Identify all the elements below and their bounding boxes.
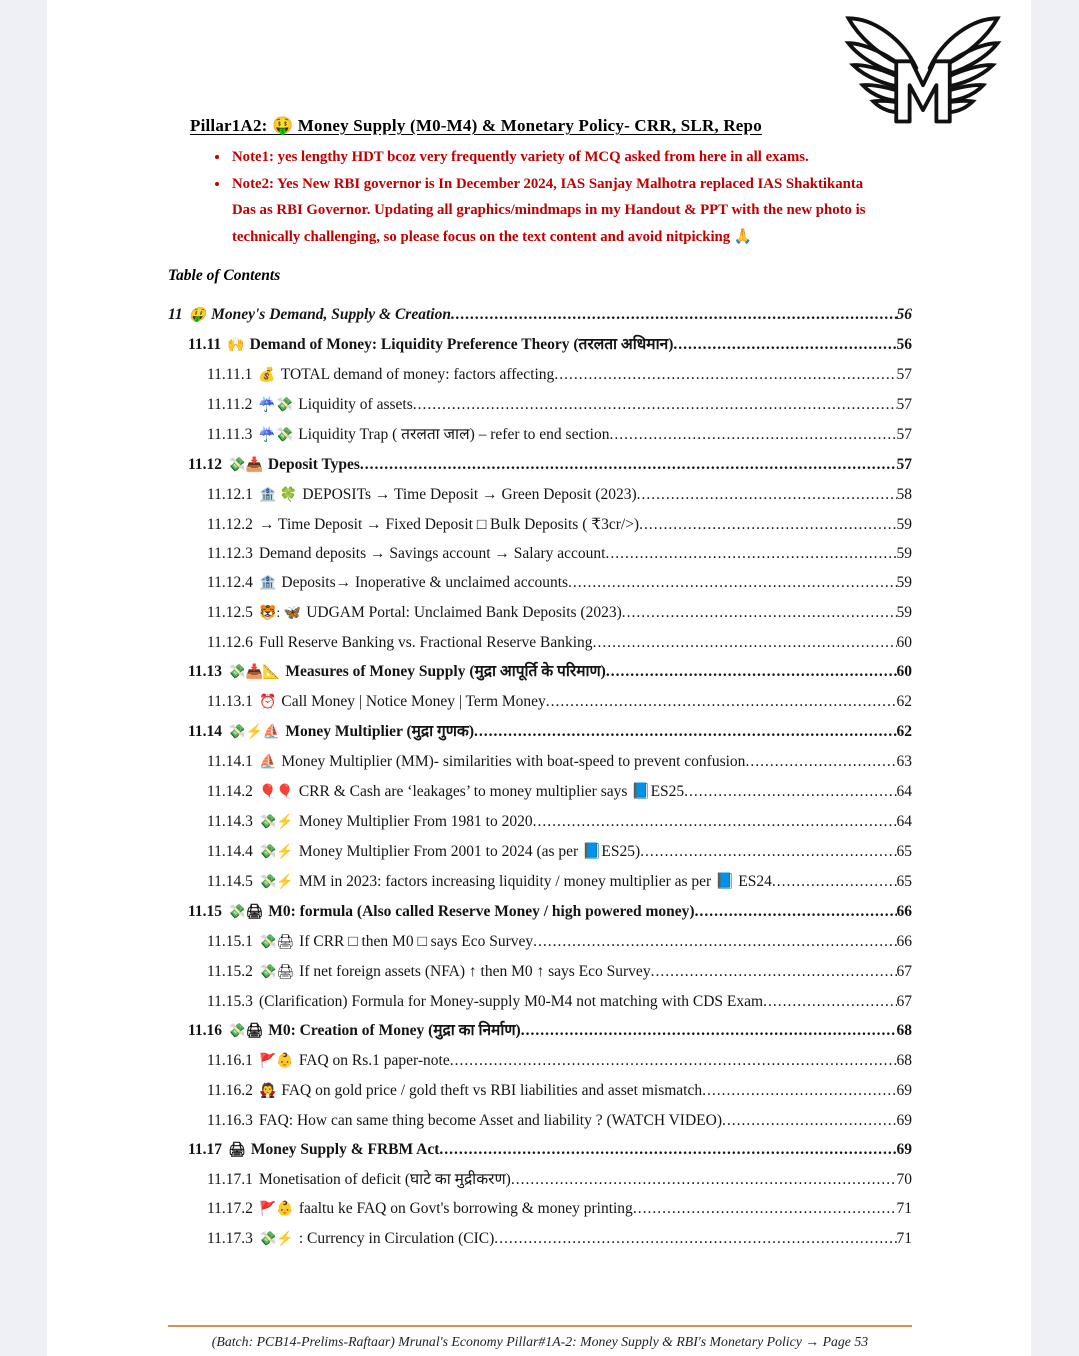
toc-entry-number: 11.16.1 (207, 1052, 253, 1069)
toc-entry-page: 57 (896, 396, 912, 413)
toc-entry-title: FAQ on Rs.1 paper-note (298, 1052, 450, 1069)
toc-entry-number: 11.11.1 (207, 366, 253, 383)
toc-dot-leader (546, 687, 897, 716)
toc-entry-page: 71 (896, 1230, 912, 1247)
toc-entry-number: 11.14.2 (207, 783, 253, 800)
toc-entry-title: Call Money | Notice Money | Term Money (281, 693, 546, 710)
toc-dot-leader (639, 510, 896, 539)
toc-entry-icons: ☔💸 (258, 428, 294, 443)
toc-entry-11.12.1[interactable] (207, 480, 912, 510)
toc-entry-11[interactable] (168, 300, 912, 330)
toc-entry-page: 60 (896, 663, 912, 680)
toc-dot-leader (450, 1046, 897, 1075)
toc-entry-icons: 🎈🎈 (258, 785, 294, 800)
toc-entry-11.16.3[interactable] (207, 1106, 912, 1135)
toc-entry-number: 11.14.3 (207, 813, 253, 830)
toc-entry-number: 11.13 (188, 663, 223, 680)
toc-dot-leader (633, 1194, 897, 1223)
toc-entry-page: 57 (896, 456, 912, 473)
toc-entry-page: 65 (896, 843, 912, 860)
toc-entry-title: If net foreign assets (NFA) ↑ then M0 ↑ says Eco Survey (299, 963, 651, 980)
toc-entry-number: 11.12.1 (207, 486, 253, 503)
toc-entry-11.12.4[interactable] (207, 568, 912, 598)
toc-entry-page: 56 (896, 336, 912, 353)
toc-entry-title: CRR & Cash are ‘leakages’ to money multiplier says 📘ES25 (298, 783, 685, 800)
toc-dot-leader (622, 598, 897, 627)
toc-entry-number: 11.12.5 (207, 604, 253, 621)
toc-entry-title: Money Multiplier From 1981 to 2020 (298, 813, 533, 830)
toc-dot-leader (474, 717, 897, 746)
toc-entry-icons: 💸📥📐 (228, 665, 281, 680)
toc-entry-title: Measures of Money Supply (मुद्रा आपूर्ति के परिमाण) (285, 663, 606, 680)
toc-entry-number: 11.16.2 (207, 1082, 253, 1099)
toc-entry-11.12.2[interactable] (207, 510, 912, 539)
toc-entry-number: 11.15.1 (207, 933, 253, 950)
note-item: • Note1: yes lengthy HDT bcoz very frequently variety of MCQ asked from here in all exams. (230, 144, 890, 171)
toc-entry-title: M0: Creation of Money (मुद्रा का निर्माण) (268, 1022, 521, 1039)
toc-entry-icons: 🤑 (188, 308, 207, 323)
toc-entry-page: 59 (896, 574, 912, 591)
toc-entry-icons: 🙌 (227, 338, 245, 353)
toc-entry-11.14.3[interactable] (207, 807, 912, 837)
toc-entry-page: 64 (896, 783, 912, 800)
toc-entry-page: 69 (896, 1141, 912, 1158)
toc-dot-leader (439, 1135, 896, 1164)
toc-entry-page: 69 (896, 1082, 912, 1099)
toc-entry-title: FAQ on gold price / gold theft vs RBI liabilities and asset mismatch (281, 1082, 703, 1099)
toc-dot-leader (695, 897, 897, 926)
toc-entry-11.12.6[interactable] (207, 628, 912, 657)
toc-entry-number: 11.14.4 (207, 843, 253, 860)
toc-dot-leader (360, 450, 897, 479)
toc-entry-page: 68 (896, 1052, 912, 1069)
toc-entry-number: 11.15 (188, 903, 223, 920)
toc-entry-number: 11.11.2 (207, 396, 253, 413)
toc-entry-title: Monetisation of deficit (घाटे का मुद्रीकरण) (258, 1171, 511, 1188)
toc-entry-number: 11.12.4 (207, 574, 253, 591)
toc-entry-page: 69 (896, 1112, 912, 1129)
toc-entry-page: 70 (896, 1171, 912, 1188)
toc-entry-page: 56 (896, 306, 912, 323)
toc-entry-page: 68 (896, 1022, 912, 1039)
toc-dot-leader (637, 480, 897, 509)
toc-entry-11.12[interactable] (188, 450, 912, 480)
toc-entry-11.14.2[interactable] (207, 777, 912, 807)
document-page (47, 0, 1031, 1356)
toc-entry-page: 65 (896, 873, 912, 890)
toc-dot-leader (413, 390, 897, 419)
toc-entry-title: FAQ: How can same thing become Asset and liability ? (WATCH VIDEO) (258, 1112, 722, 1129)
toc-entry-number: 11.17.2 (207, 1200, 253, 1217)
toc-entry-page: 67 (896, 963, 912, 980)
toc-entry-number: 11.14.1 (207, 753, 253, 770)
toc-entry-title: → Time Deposit → Fixed Deposit □ Bulk Deposits ( ₹3cr/>) (258, 516, 640, 533)
toc-dot-leader (521, 1016, 897, 1045)
toc-entry-title: DEPOSITs → Time Deposit → Green Deposit (2023) (302, 486, 637, 503)
toc-entry-11.11.3[interactable] (207, 420, 912, 450)
footer-divider (168, 1325, 912, 1327)
toc-entry-number: 11.15.2 (207, 963, 253, 980)
toc-entry-11.16[interactable] (188, 1016, 912, 1046)
toc-entry-title: Deposits→ Inoperative & unclaimed accounts (281, 574, 569, 591)
toc-entry-number: 11.15.3 (207, 993, 253, 1010)
toc-dot-leader (651, 957, 897, 986)
toc-entry-number: 11.17.1 (207, 1171, 253, 1188)
toc-entry-11.14.5[interactable] (207, 867, 912, 897)
toc-entry-title: (Clarification) Formula for Money-supply M0-M4 not matching with CDS Exam (258, 993, 764, 1010)
toc-entry-page: 60 (896, 634, 912, 651)
toc-dot-leader (605, 539, 896, 568)
toc-entry-11.17.1[interactable] (207, 1165, 912, 1194)
toc-entry-number: 11.17 (188, 1141, 223, 1158)
toc-entry-11.12.3[interactable] (207, 539, 912, 568)
toc-entry-number: 11.17.3 (207, 1230, 253, 1247)
toc-entry-11.14.4[interactable] (207, 837, 912, 867)
toc-entry-number: 11.12 (188, 456, 223, 473)
toc-entry-11.11.1[interactable] (207, 360, 912, 390)
toc-dot-leader (606, 657, 897, 686)
toc-dot-leader (702, 1076, 896, 1105)
toc-entry-page: 62 (896, 723, 912, 740)
toc-entry-page: 64 (896, 813, 912, 830)
footer-text: (Batch: PCB14-Prelims-Raftaar) Mrunal's Economy Pillar#1A-2: Money Supply & RBI's Monetary Policy → Page 53 (211, 1334, 869, 1349)
toc-entry-title: Liquidity of assets (298, 396, 413, 413)
toc-entry-page: 59 (896, 545, 912, 562)
toc-entry-page: 59 (896, 604, 912, 621)
toc-dot-leader (511, 1165, 897, 1194)
toc-entry-icons: 🏦 (258, 576, 277, 591)
toc-dot-leader (554, 360, 896, 389)
toc-entry-title: Money Multiplier (मुद्रा गुणक) (285, 723, 474, 740)
toc-entry-icons: 💸⚡ (258, 875, 294, 890)
toc-entry-title: MM in 2023: factors increasing liquidity / money multiplier as per 📘 ES24 (298, 873, 772, 890)
toc-entry-icons: 💸⚡ (258, 1232, 294, 1247)
toc-entry-11.17.3[interactable] (207, 1224, 912, 1254)
toc-entry-number: 11.11.3 (207, 426, 253, 443)
toc-entry-title: TOTAL demand of money: factors affecting (280, 366, 555, 383)
toc-entry-number: 11.13.1 (207, 693, 253, 710)
toc-entry-number: 11.16 (188, 1022, 223, 1039)
toc-entry-icons: ⛵ (258, 755, 277, 770)
toc-entry-number: 11.16.3 (207, 1112, 253, 1129)
toc-dot-leader (640, 837, 896, 866)
toc-entry-icons: ☔💸 (258, 398, 294, 413)
toc-entry-icons: ⏰ (258, 695, 277, 710)
toc-entry-11.15.2[interactable] (207, 957, 912, 987)
toc-entry-page: 67 (896, 993, 912, 1010)
toc-entry-title: M0: formula (Also called Reserve Money / high powered money) (268, 903, 695, 920)
toc-entry-number: 11.12.6 (207, 634, 253, 651)
toc-entry-icons: 💸🖨 (228, 1024, 264, 1039)
toc-entry-page: 66 (896, 903, 912, 920)
toc-dot-leader (772, 867, 897, 896)
toc-entry-icons: 🚩👶 (258, 1054, 294, 1069)
toc-dot-leader (763, 987, 896, 1016)
toc-dot-leader (609, 420, 896, 449)
toc-entry-title: Money Multiplier From 2001 to 2024 (as per 📘ES25) (298, 843, 641, 860)
toc-heading: Table of Contents (168, 267, 281, 284)
toc-entry-icons: 💸🖨 (228, 905, 264, 920)
toc-dot-leader (745, 747, 896, 776)
toc-entry-page: 58 (896, 486, 912, 503)
page-content (168, 0, 912, 1356)
toc-dot-leader (568, 568, 896, 597)
page-footer (168, 1325, 912, 1350)
toc-entry-11.11.2[interactable] (207, 390, 912, 420)
toc-entry-number: 11.14.5 (207, 873, 253, 890)
toc-entry-11.17[interactable] (188, 1135, 912, 1165)
toc-entry-11.15.1[interactable] (207, 927, 912, 957)
toc-entry-icons: 💸🖨 (258, 935, 295, 950)
toc-entry-page: 57 (896, 366, 912, 383)
toc-dot-leader (593, 628, 897, 657)
toc-dot-leader (533, 927, 896, 956)
toc-list (168, 300, 912, 1254)
toc-entry-title: Liquidity Trap ( तरलता जाल) – refer to end section (298, 426, 610, 443)
toc-dot-leader (451, 300, 897, 329)
toc-entry-page: 59 (896, 516, 912, 533)
toc-entry-11.14[interactable] (188, 717, 912, 747)
toc-entry-title: : Currency in Circulation (CIC) (298, 1230, 495, 1247)
toc-entry-11.14.1[interactable] (207, 747, 912, 777)
toc-entry-number: 11.12.3 (207, 545, 253, 562)
toc-entry-11.13[interactable] (188, 657, 912, 687)
toc-entry-icons: 🐯: 🦋 (258, 606, 302, 621)
toc-entry-title: Money's Demand, Supply & Creation (211, 306, 451, 323)
toc-entry-11.12.5[interactable] (207, 598, 912, 628)
toc-dot-leader (684, 777, 896, 806)
note-item: • Note2: Yes New RBI governor is In December 2024, IAS Sanjay Malhotra replaced IAS Shaktikanta Das as RBI Governor. Updating all graphics/mindmaps in my Handout & PPT with the new photo is technically challenging, so please focus on the text content and avoid nitpicking 🙏 (230, 171, 890, 251)
toc-entry-title: Demand of Money: Liquidity Preference Theory (तरलता अधिमान) (249, 336, 674, 353)
toc-entry-icons: 🏦 🍀 (258, 488, 298, 503)
toc-entry-title: If CRR □ then M0 □ says Eco Survey (299, 933, 534, 950)
toc-entry-title: Money Multiplier (MM)- similarities with boat-speed to prevent confusion (281, 753, 746, 770)
toc-entry-11.15[interactable] (188, 897, 912, 927)
toc-entry-page: 71 (896, 1200, 912, 1217)
toc-entry-11.16.2[interactable] (207, 1076, 912, 1106)
toc-entry-icons: 💰 (258, 368, 276, 383)
toc-entry-title: UDGAM Portal: Unclaimed Bank Deposits (2023) (306, 604, 622, 621)
toc-entry-icons: 🧛 (258, 1084, 277, 1099)
toc-entry-title: Money Supply & FRBM Act (250, 1141, 440, 1158)
toc-dot-leader (533, 807, 897, 836)
toc-entry-11.11[interactable] (188, 330, 912, 360)
toc-dot-leader (673, 330, 896, 359)
toc-dot-leader (722, 1106, 897, 1135)
toc-entry-title: Deposit Types (267, 456, 360, 473)
toc-entry-icons: 🖨 (228, 1143, 246, 1158)
toc-entry-page: 57 (896, 426, 912, 443)
toc-entry-11.16.1[interactable] (207, 1046, 912, 1076)
toc-entry-page: 63 (896, 753, 912, 770)
toc-entry-number: 11 (168, 306, 183, 323)
toc-entry-11.13.1[interactable] (207, 687, 912, 717)
toc-entry-title: Full Reserve Banking vs. Fractional Reserve Banking (258, 634, 593, 651)
toc-entry-icons: 💸⚡ (258, 845, 294, 860)
toc-entry-11.17.2[interactable] (207, 1194, 912, 1224)
toc-entry-icons: 💸⚡⛵ (228, 725, 281, 740)
toc-entry-page: 62 (896, 693, 912, 710)
toc-entry-icons: 💸📥 (228, 458, 263, 473)
toc-entry-number: 11.12.2 (207, 516, 253, 533)
toc-entry-page: 66 (896, 933, 912, 950)
notes-list (230, 144, 890, 250)
toc-entry-icons: 🚩👶 (258, 1202, 294, 1217)
toc-dot-leader (494, 1224, 896, 1253)
toc-entry-number: 11.11 (188, 336, 222, 353)
toc-entry-title: faaltu ke FAQ on Govt's borrowing & money printing (298, 1200, 633, 1217)
toc-entry-11.15.3[interactable] (207, 987, 912, 1016)
toc-entry-icons: 💸🖨 (258, 965, 295, 980)
toc-entry-title: Demand deposits → Savings account → Salary account (258, 545, 606, 562)
toc-entry-number: 11.14 (188, 723, 223, 740)
page-title: Pillar1A2: 🤑 Money Supply (M0-M4) & Monetary Policy- CRR, SLR, Repo (190, 116, 762, 135)
toc-entry-icons: 💸⚡ (258, 815, 294, 830)
